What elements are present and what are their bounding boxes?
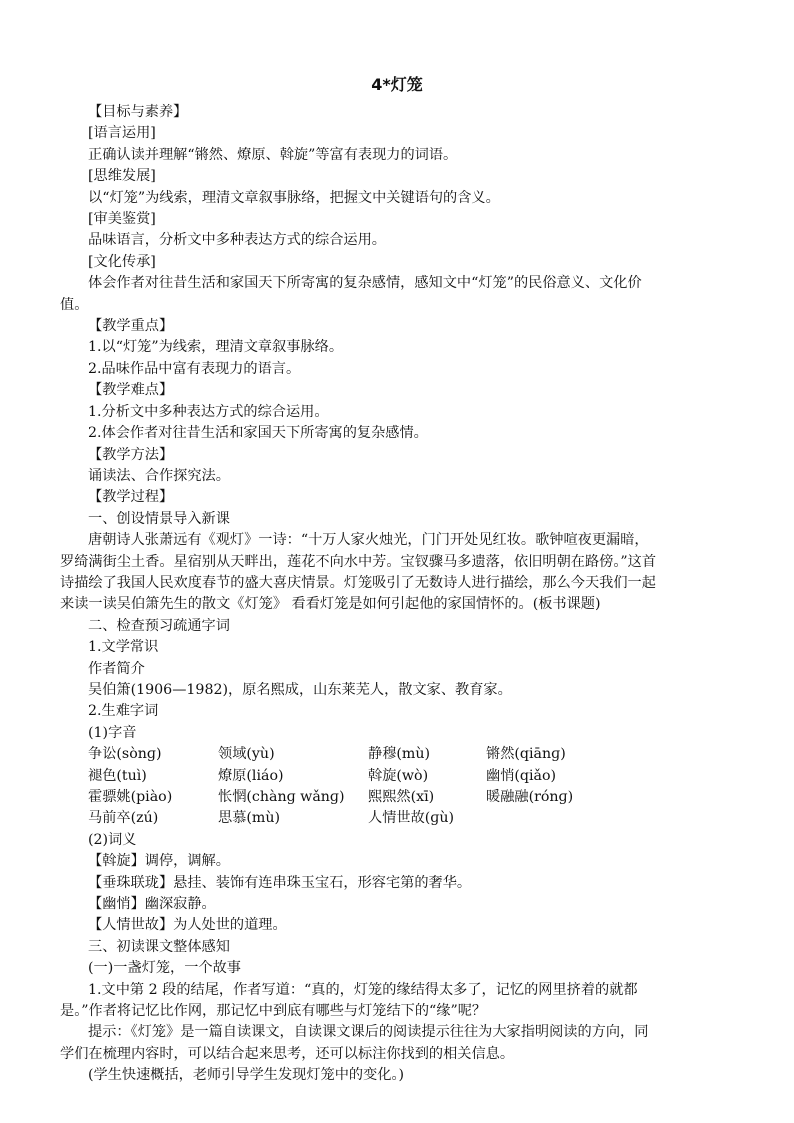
difficult-words-heading: 2.生难字词	[88, 703, 159, 720]
word-item: 锵然(qiānɡ)	[486, 746, 566, 763]
paragraph-language-use: 正确认读并理解“锵然、燎原、斡旋”等富有表现力的词语。	[88, 146, 458, 163]
section-heading-difficulties: 【教学难点】	[88, 382, 174, 399]
word-item: 燎原(liáo)	[218, 767, 284, 784]
subheading-culture: [文化传承]	[88, 253, 156, 270]
page-title: 4*灯笼	[371, 75, 423, 94]
sub1-heading: (一)一盏灯笼，一个故事	[88, 960, 241, 977]
section-heading-methods: 【教学方法】	[88, 446, 174, 463]
meaning-heading: (2)词义	[88, 831, 137, 848]
step1-paragraph-line2: 罗绮满街尘土香。星宿别从天畔出，莲花不向水中芳。宝钗骤马多遗落，依旧明朝在路傍。”这首	[60, 553, 657, 570]
word-item: 思慕(mù)	[218, 810, 281, 827]
word-item: 褪色(tuì)	[88, 767, 147, 784]
subheading-language-use: [语言运用]	[88, 125, 156, 142]
tip-line2: 学们在梳理内容时，可以结合起来思考，还可以标注你找到的相关信息。	[60, 1045, 515, 1062]
step1-paragraph-line4: 来读一读吴伯箫先生的散文《灯笼》 看看灯笼是如何引起他的家国情怀的。(板书课题)	[60, 596, 601, 613]
section-heading-key-points: 【教学重点】	[88, 318, 174, 335]
word-item	[486, 808, 646, 829]
word-item: 幽悄(qiǎo)	[486, 767, 557, 784]
paragraph-culture-line1: 体会作者对往昔生活和家国天下所寄寓的复杂感情，感知文中“灯笼”的民俗意义、文化价	[88, 275, 642, 292]
author-intro-heading: 作者简介	[88, 660, 145, 677]
word-item: 领域(yù)	[218, 746, 275, 763]
word-item: 熙熙然(xī)	[368, 788, 435, 805]
meaning-item: 【人情世故】为人处世的道理。	[88, 917, 287, 934]
author-intro: 吴伯箫(1906—1982)，原名熙成，山东莱芜人，散文家、教育家。	[88, 681, 512, 698]
meaning-item: 【垂珠联珑】悬挂、装饰有连串珠玉宝石，形容宅第的奢华。	[88, 874, 472, 891]
word-item: 暖融融(rónɡ)	[486, 788, 574, 805]
pronunciation-row	[60, 808, 740, 829]
step3-heading: 三、初读课文整体感知	[88, 938, 230, 955]
literary-knowledge-heading: 1.文学常识	[88, 639, 159, 656]
step1-paragraph-line3: 诗描绘了我国人民欢度春节的盛大喜庆情景。灯笼吸引了无数诗人进行描绘，那么今天我们一起	[60, 574, 656, 591]
teacher-note: (学生快速概括，老师引导学生发现灯笼中的变化。)	[88, 1067, 405, 1084]
word-item: 静穆(mù)	[368, 746, 431, 763]
tip-line1: 提示：《灯笼》是一篇自读课文，自读课文课后的阅读提示往往为大家指明阅读的方向，同	[88, 1024, 649, 1041]
word-item: 人情世故(ɡù)	[368, 810, 455, 827]
step1-heading: 一、创设情景导入新课	[88, 510, 230, 527]
question1-line2: 是。”作者将记忆比作网，那记忆中到底有哪些与灯笼结下的“缘”呢？	[60, 1003, 487, 1019]
word-item: 斡旋(wò)	[368, 767, 429, 784]
paragraph-culture-line2: 值。	[60, 296, 89, 313]
paragraph-thinking: 以“灯笼”为线索，理清文章叙事脉络，把握文中关键语句的含义。	[88, 189, 500, 206]
key-point-1: 1.以“灯笼”为线索，理清文章叙事脉络。	[88, 339, 344, 356]
word-item: 怅惘(chànɡ wǎnɡ)	[218, 788, 345, 805]
meaning-item: 【幽悄】幽深寂静。	[88, 895, 216, 912]
pronunciation-row	[60, 787, 740, 808]
word-item: 霍骠姚(piào)	[88, 788, 173, 805]
section-heading-goals: 【目标与素养】	[88, 104, 188, 120]
word-item: 马前卒(zú)	[88, 810, 159, 827]
paragraph-methods: 诵读法、合作探究法。	[88, 467, 230, 484]
key-point-2: 2.品味作品中富有表现力的语言。	[88, 360, 301, 377]
pronunciation-heading: (1)字音	[88, 724, 137, 741]
paragraph-aesthetic: 品味语言，分析文中多种表达方式的综合运用。	[88, 232, 386, 249]
pronunciation-row	[60, 766, 740, 787]
step2-heading: 二、检查预习疏通字词	[88, 617, 230, 634]
subheading-aesthetic: [审美鉴赏]	[88, 211, 156, 228]
word-item: 争讼(sònɡ)	[88, 746, 162, 763]
difficulty-1: 1.分析文中多种表达方式的综合运用。	[88, 403, 329, 420]
section-heading-process: 【教学过程】	[88, 489, 174, 506]
document-body	[60, 102, 740, 1087]
difficulty-2: 2.体会作者对往昔生活和家国天下所寄寓的复杂感情。	[88, 425, 428, 442]
question1-line1: 1.文中第 2 段的结尾，作者写道：“真的，灯笼的缘结得太多了，记忆的网里挤着的就都	[88, 981, 638, 998]
pronunciation-row	[60, 744, 740, 765]
subheading-thinking: [思维发展]	[88, 168, 156, 185]
meaning-item: 【斡旋】调停，调解。	[88, 853, 230, 870]
step1-paragraph-line1: 唐朝诗人张萧远有《观灯》一诗：“十万人家火烛光，门门开处见红妆。歌钟喧夜更漏暗，	[88, 532, 649, 549]
